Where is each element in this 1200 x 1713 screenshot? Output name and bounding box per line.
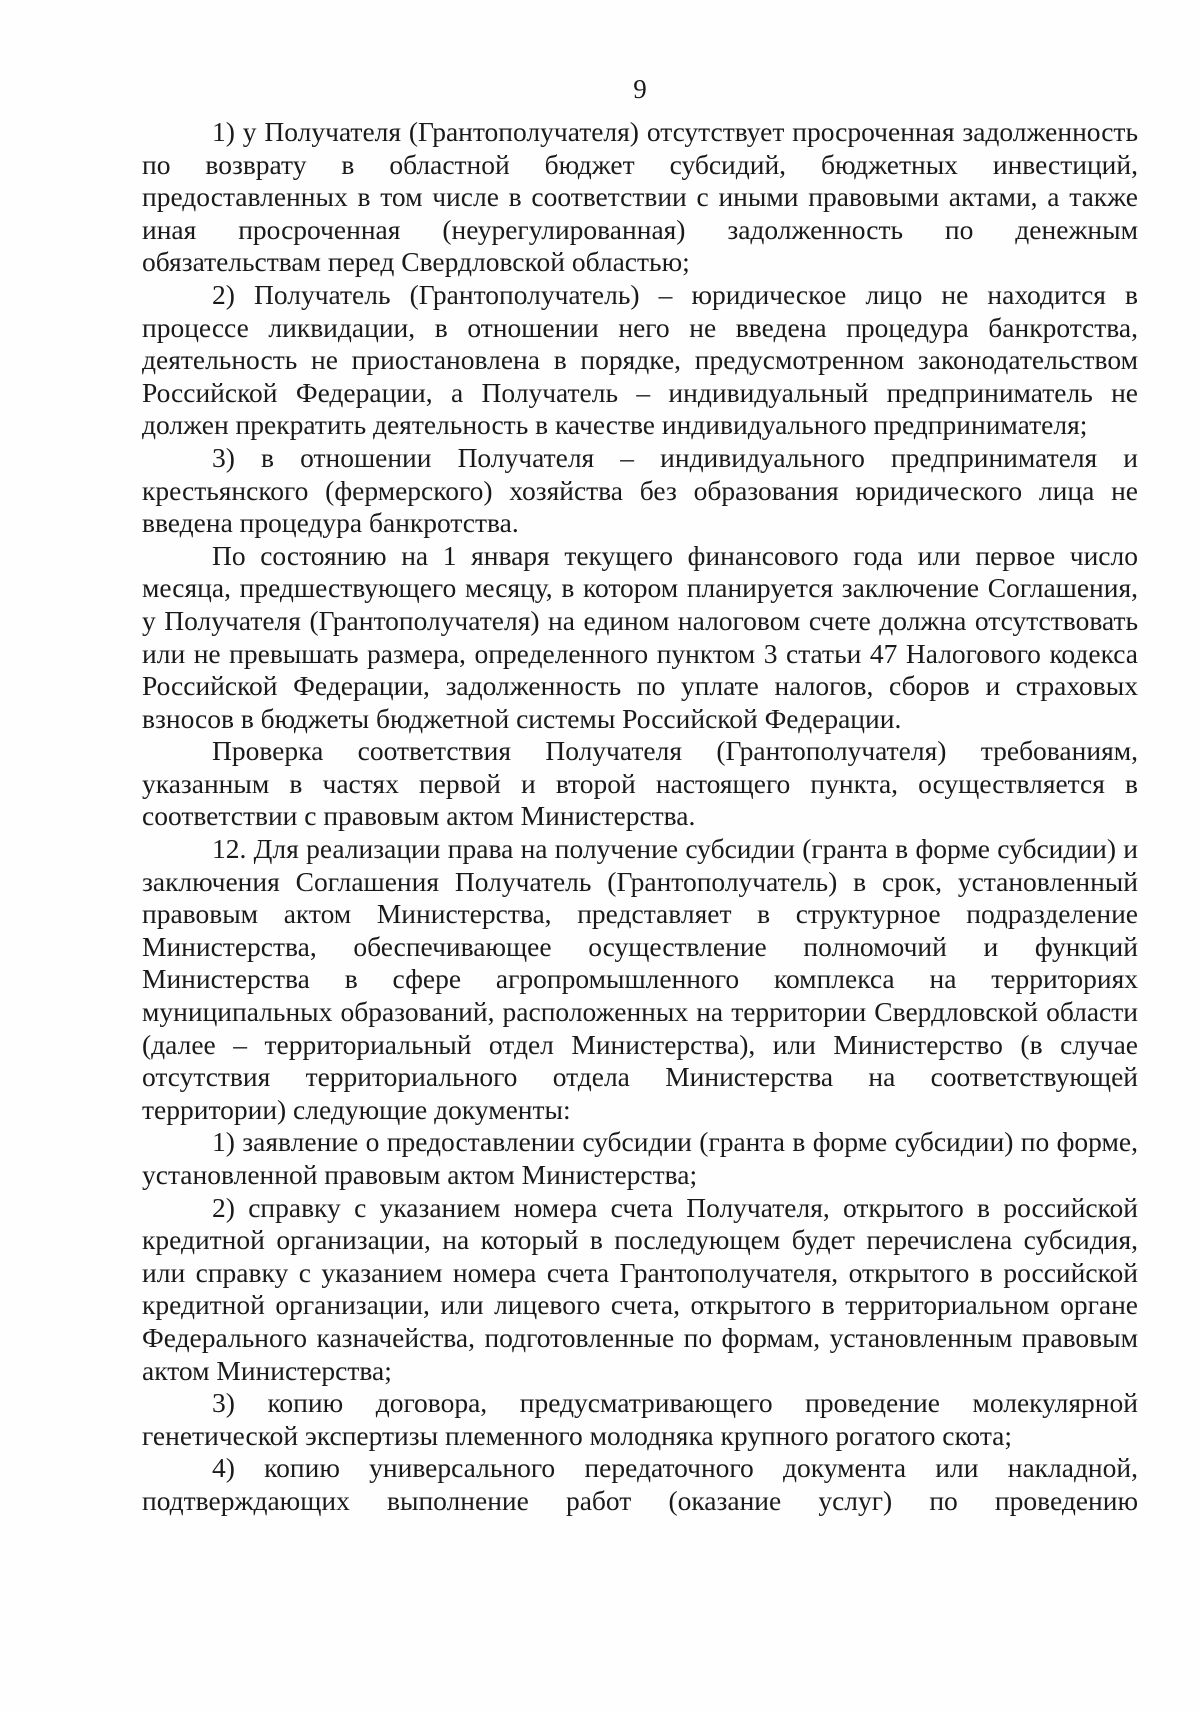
list-item-transfer-document: 4) копию универсального передаточного документа или накладной, подтверждающих выполнение работ (оказание услуг) по проведению	[142, 1452, 1138, 1516]
paragraph-compliance-check: Проверка соответствия Получателя (Грантополучателя) требованиям, указанным в частях первой и второй настоящего пункта, осуществляется в соответствии с правовым актом Министерства.	[142, 735, 1138, 832]
list-item-contract-copy: 3) копию договора, предусматривающего проведение молекулярной генетической экспертизы племенного молодняка крупного рогатого скота;	[142, 1387, 1138, 1451]
paragraph-debt-absence: 1) у Получателя (Грантополучателя) отсутствует просроченная задолженность по возврату в областной бюджет субсидий, бюджетных инвестиций, предоставленных в том числе в соответствии с иными правовыми актами, а также иная просроченная (неурегулированная) задолженность по денежным обязательствам перед Свердловской областью;	[142, 116, 1138, 278]
paragraph-clause-12: 12. Для реализации права на получение субсидии (гранта в форме субсидии) и заключения Соглашения Получатель (Грантополучатель) в срок, установленный правовым актом Министерства, представляет в структурное подразделение Министерства, обеспечивающее осуществление полномочий и функций Министерства в сфере агропромышленного комплекса на территориях муниципальных образований, расположенных на территории Свердловской области (далее – территориальный отдел Министерства), или Министерство (в случае отсутствия территориального отдела Министерства на соответствующей территории) следующие документы:	[142, 833, 1138, 1125]
paragraph-tax-debt: По состоянию на 1 января текущего финансового года или первое число месяца, предшествующего месяцу, в котором планируется заключение Соглашения, у Получателя (Грантополучателя) на едином налоговом счете должна отсутствовать или не превышать размера, определенного пунктом 3 статьи 47 Налогового кодекса Российской Федерации, задолженность по уплате налогов, сборов и страховых взносов в бюджеты бюджетной системы Российской Федерации.	[142, 539, 1138, 734]
document-body	[142, 116, 1138, 1518]
paragraph-no-bankruptcy: 3) в отношении Получателя – индивидуального предпринимателя и крестьянского (фермерского) хозяйства без образования юридического лица не введена процедура банкротства.	[142, 441, 1138, 539]
paragraph-no-liquidation: 2) Получатель (Грантополучатель) – юридическое лицо не находится в процессе ликвидации, в отношении него не введена процедура банкротства, деятельность не приостановлена в порядке, предусмотренном законодательством Российской Федерации, а Получатель – индивидуальный предприниматель не должен прекратить деятельность в качестве индивидуального предпринимателя;	[142, 278, 1138, 441]
list-item-application: 1) заявление о предоставлении субсидии (гранта в форме субсидии) по форме, установленной правовым актом Министерства;	[142, 1126, 1138, 1190]
list-item-bank-certificate: 2) справку с указанием номера счета Получателя, открытого в российской кредитной организации, на который в последующем будет перечислена субсидия, или справку с указанием номера счета Грантополучателя, открытого в российской кредитной организации, или лицевого счета, открытого в территориальном органе Федерального казначейства, подготовленные по формам, установленным правовым актом Министерства;	[142, 1191, 1138, 1386]
page-number: 9	[633, 74, 647, 104]
